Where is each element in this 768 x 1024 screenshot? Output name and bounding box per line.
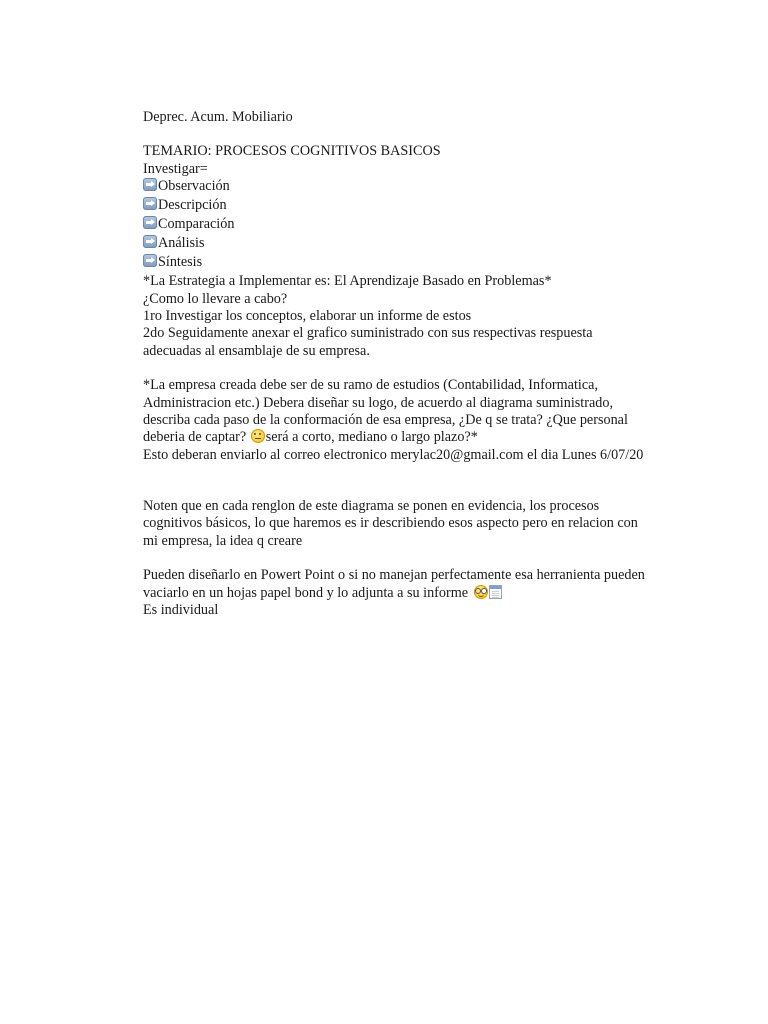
company-paragraph-line-3: describa cada paso de la conformación de esa empresa, ¿De q se trata? ¿Que personal: [143, 411, 628, 428]
right-arrow-icon: [143, 178, 157, 191]
design-paragraph-line-1: Pueden diseñarlo en Powert Point o si no manejan perfectamente esa herranienta pueden: [143, 567, 645, 584]
document-body: [143, 109, 663, 619]
document-heading: Deprec. Acum. Mobiliario: [143, 109, 293, 125]
step-two-line-2: adecuadas al ensamblaje de su empresa.: [143, 342, 370, 359]
list-item: [143, 178, 663, 197]
list-item-label: Descripción: [158, 197, 227, 214]
spacer: [143, 126, 663, 143]
note-paragraph-line-1: Noten que en cada renglon de este diagrama se ponen en evidencia, los procesos: [143, 498, 600, 515]
note-paragraph-line-3: mi empresa, la idea q creare: [143, 532, 303, 549]
spacer: [143, 464, 663, 498]
design-instruction-text: vaciarlo en un hojas papel bond y lo adjunta a su informe: [143, 584, 469, 601]
company-paragraph-line-2: Administracion etc.) Debera diseñar su logo, de acuerdo al diagrama suministrado,: [143, 394, 614, 411]
notepad-icon: [489, 585, 502, 599]
step-two-line-1: 2do Seguidamente anexar el grafico suministrado con sus respectivas respuesta: [143, 325, 593, 342]
individual-note: Es individual: [143, 602, 219, 619]
company-term-question: será a corto, mediano o largo plazo?*: [265, 429, 478, 446]
note-paragraph-line-2: cognitivos básicos, lo que haremos es ir describiendo esos aspecto pero en relacion con: [143, 515, 638, 532]
company-paragraph-line-1: *La empresa creada debe ser de su ramo de estudios (Contabilidad, Informatica,: [143, 377, 599, 394]
list-item-label: Comparación: [158, 216, 235, 233]
investigation-list: [143, 178, 663, 273]
list-item-label: Análisis: [158, 235, 205, 252]
temario-title: TEMARIO: PROCESOS COGNITIVOS BASICOS: [143, 143, 441, 160]
list-item: [143, 235, 663, 254]
how-question: ¿Como lo llevare a cabo?: [143, 290, 288, 307]
design-paragraph-line-2: [143, 585, 663, 602]
right-arrow-icon: [143, 235, 157, 248]
step-one: 1ro Investigar los conceptos, elaborar un informe de estos: [143, 307, 472, 324]
spacer: [143, 360, 663, 377]
right-arrow-icon: [143, 216, 157, 229]
list-item-label: Síntesis: [158, 254, 203, 271]
nerd-emoji-icon: [474, 585, 488, 599]
list-item: [143, 254, 663, 273]
right-arrow-icon: [143, 197, 157, 210]
list-item: [143, 216, 663, 235]
list-item-label: Observación: [158, 178, 230, 195]
investigar-label: Investigar=: [143, 160, 208, 177]
company-question-text: deberia de captar?: [143, 429, 247, 446]
spacer: [143, 550, 663, 567]
right-arrow-icon: [143, 254, 157, 267]
thinking-emoji-icon: [251, 429, 265, 443]
company-paragraph-line-4: [143, 429, 663, 446]
email-instruction: Esto deberan enviarlo al correo electronico merylac20@gmail.com el dia Lunes 6/07/20: [143, 446, 644, 463]
strategy-text: *La Estrategia a Implementar es: El Aprendizaje Basado en Problemas*: [143, 273, 552, 290]
list-item: [143, 197, 663, 216]
